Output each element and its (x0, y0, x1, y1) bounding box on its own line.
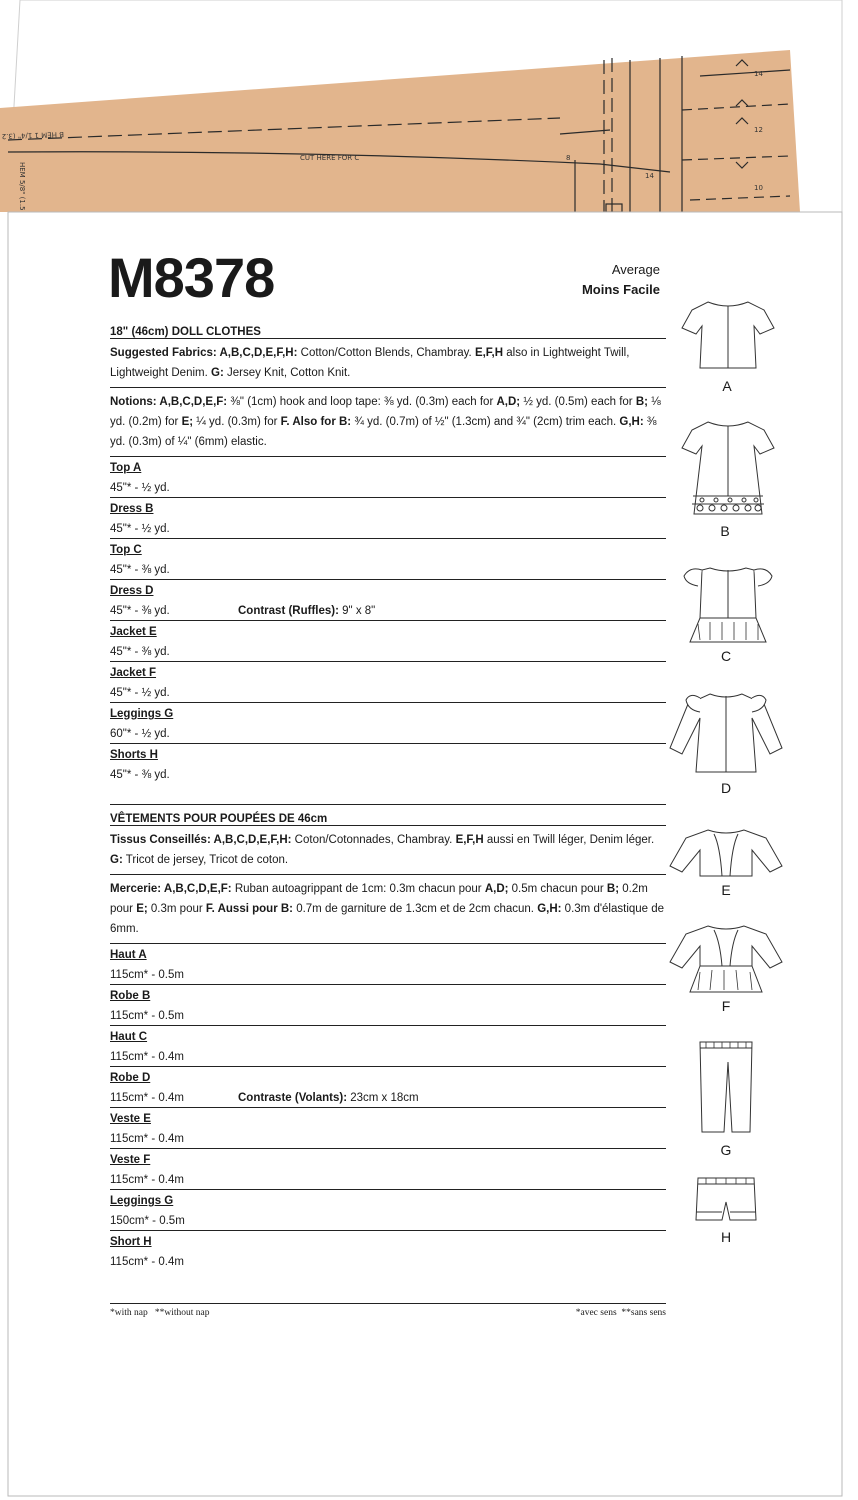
notions-text: ¼ yd. (0.3m) for (193, 416, 281, 428)
fabrics-label: Suggested Fabrics: A,B,C,D,E,F,H: (110, 347, 298, 359)
fabrics-label: G: (110, 854, 123, 866)
view-yardage: 115cm* - 0.4m (110, 1051, 184, 1063)
contrast-yardage (238, 601, 375, 621)
view-row (110, 1025, 666, 1066)
fabrics-label: E,F,H (474, 347, 504, 359)
sketch-shorts-h (694, 1174, 758, 1224)
difficulty-rating (582, 260, 660, 300)
view-row (110, 1107, 666, 1148)
notions-label: F. Aussi pour B: (205, 903, 293, 915)
french-heading: VÊTEMENTS POUR POUPÉES DE 46cm (110, 813, 328, 825)
pattern-number: M8378 (108, 246, 275, 309)
view-name: Dress D (110, 585, 154, 597)
view-yardage: 115cm* - 0.5m (110, 1010, 184, 1022)
notions-label: B; (606, 883, 620, 895)
view-yardage: 45"* - ½ yd. (110, 687, 170, 699)
view-name: Robe B (110, 990, 151, 1002)
view-yardage-value: 45"* - ⅜ yd. (110, 605, 170, 617)
view-yardage: 150cm* - 0.5m (110, 1215, 185, 1227)
footnote-fr (576, 1308, 666, 1318)
sketch-top-c (678, 562, 778, 646)
notions-text: ⅛ yd. (0.2m) for (110, 396, 661, 428)
sketch-dress-d (664, 688, 788, 776)
view-yardage: 115cm* - 0.4m (110, 1256, 184, 1268)
view-name: Dress B (110, 503, 154, 515)
view-letter-g: G (720, 1142, 732, 1158)
view-row (110, 620, 666, 661)
view-name: Top A (110, 462, 142, 474)
sketch-jacket-e (664, 826, 788, 882)
english-fabrics (110, 338, 666, 387)
view-row (110, 1230, 666, 1271)
contrast-label: Contrast (Ruffles): (238, 605, 339, 617)
view-letter-f: F (721, 998, 731, 1014)
view-yardage: 45"* - ½ yd. (110, 482, 170, 494)
notions-label: G,H: (619, 416, 644, 428)
notions-label: F. Also for B: (280, 416, 352, 428)
view-name: Jacket F (110, 667, 157, 679)
view-name: Haut A (110, 949, 147, 961)
view-yardage (110, 601, 666, 621)
view-yardage (110, 1088, 666, 1108)
footnote-without-nap: **without nap (154, 1308, 210, 1318)
view-name: Haut C (110, 1031, 148, 1043)
fabrics-text: Tricot de jersey, Tricot de coton. (122, 854, 289, 866)
view-name: Top C (110, 544, 142, 556)
english-notions (110, 387, 666, 456)
fabrics-text: Cotton/Cotton Blends, Chambray. (297, 347, 475, 359)
view-name: Veste E (110, 1113, 151, 1125)
fabrics-label: E,F,H (455, 834, 484, 846)
view-row (110, 1148, 666, 1189)
fabrics-label: Tissus Conseillés: A,B,C,D,E,F,H: (110, 834, 292, 846)
view-name: Veste F (110, 1154, 151, 1166)
view-row (110, 1189, 666, 1230)
view-row (110, 743, 666, 784)
view-letter-h: H (720, 1229, 732, 1245)
fabrics-text: Coton/Cotonnades, Chambray. (291, 834, 456, 846)
notions-label: E; (181, 416, 194, 428)
notions-text: ½ yd. (0.5m) each for (520, 396, 636, 408)
notions-text: 0.3m d'élastique de 6mm. (110, 903, 665, 935)
contrast-yardage (238, 1088, 419, 1108)
english-heading: 18" (46cm) DOLL CLOTHES (110, 326, 261, 338)
view-letter-a: A (722, 378, 732, 394)
notions-label: G,H: (537, 903, 562, 915)
tissue-label: 14 (754, 70, 763, 78)
tissue-label: 10 (754, 184, 763, 192)
sketch-top-a (678, 298, 778, 378)
view-yardage: 45"* - ½ yd. (110, 523, 170, 535)
view-name: Robe D (110, 1072, 151, 1084)
notions-label: B; (635, 396, 648, 408)
view-row (110, 456, 666, 497)
fabrics-text: aussi en Twill léger, Denim léger. (483, 834, 655, 846)
notions-label: Notions: A,B,C,D,E,F: (110, 396, 228, 408)
view-yardage: 45"* - ⅜ yd. (110, 646, 170, 658)
view-yardage: 60"* - ½ yd. (110, 728, 170, 740)
contrast-value: 9" x 8" (338, 605, 376, 617)
footnote-with-nap: *with nap (110, 1308, 148, 1318)
french-notions (110, 874, 666, 943)
difficulty-en: Average (611, 262, 660, 277)
view-name: Leggings G (110, 708, 174, 720)
section-spacer (110, 784, 666, 804)
notions-text: 0.5m chacun pour (508, 883, 607, 895)
view-row (110, 984, 666, 1025)
notions-label: A,D; (484, 883, 509, 895)
view-yardage: 115cm* - 0.5m (110, 969, 184, 981)
view-row (110, 943, 666, 984)
view-name: Short H (110, 1236, 152, 1248)
tissue-label: HEM 5/8" (1.5 (18, 162, 26, 211)
view-row (110, 497, 666, 538)
footnote-avec-sens: *avec sens (575, 1308, 617, 1318)
notions-text: Ruban autoagrippant de 1cm: 0.3m chacun pour (231, 883, 485, 895)
view-name: Shorts H (110, 749, 158, 761)
tissue-label: 12 (754, 126, 763, 134)
notions-text: 0.7m de garniture de 1.3cm et de 2cm chacun. (293, 903, 538, 915)
footnote-en (110, 1308, 209, 1318)
notions-text: ¾ yd. (0.7m) of ½" (1.3cm) and ¾" (2cm) trim each. (351, 416, 620, 428)
notions-text: ⅜" (1cm) hook and loop tape: ⅜ yd. (0.3m) each for (227, 396, 497, 408)
view-row (110, 1066, 666, 1107)
fabrics-label: G: (211, 367, 224, 379)
sketch-leggings-g (694, 1038, 758, 1136)
tissue-label: 14 (645, 172, 654, 180)
view-yardage: 115cm* - 0.4m (110, 1133, 184, 1145)
footnotes (110, 1303, 666, 1318)
fabrics-text: Jersey Knit, Cotton Knit. (223, 367, 351, 379)
view-name: Jacket E (110, 626, 157, 638)
notions-label: A,D; (496, 396, 521, 408)
view-letter-d: D (720, 780, 732, 796)
view-row (110, 538, 666, 579)
view-row (110, 702, 666, 743)
notions-text: 0.2m pour (110, 883, 648, 915)
view-letter-b: B (720, 523, 730, 539)
tissue-label: CUT HERE FOR C (300, 154, 360, 162)
footnote-sans-sens: **sans sens (621, 1308, 666, 1318)
pattern-info (110, 318, 666, 1271)
notions-text: 0.3m pour (147, 903, 206, 915)
view-row (110, 579, 666, 620)
view-row (110, 661, 666, 702)
view-yardage: 115cm* - 0.4m (110, 1174, 184, 1186)
notions-text: ⅜ yd. (0.3m) of ¼" (6mm) elastic. (110, 416, 657, 448)
notions-label: Mercerie: A,B,C,D,E,F: (110, 883, 232, 895)
contrast-label: Contraste (Volants): (238, 1092, 348, 1104)
view-letter-e: E (721, 882, 731, 898)
fabrics-text: also in Lightweight Twill, Lightweight Denim. (110, 347, 630, 379)
view-yardage-value: 115cm* - 0.4m (110, 1092, 184, 1104)
sketch-jacket-f (664, 922, 788, 998)
notions-label: E; (136, 903, 148, 915)
view-yardage: 45"* - ⅜ yd. (110, 769, 170, 781)
view-yardage: 45"* - ⅜ yd. (110, 564, 170, 576)
view-name: Leggings G (110, 1195, 174, 1207)
view-letter-c: C (720, 648, 732, 664)
french-fabrics (110, 825, 666, 874)
tissue-label: B HEM 1 1/4" (3.2 (1, 130, 65, 141)
contrast-value: 23cm x 18cm (347, 1092, 419, 1104)
tissue-label: 8 (566, 154, 571, 162)
difficulty-fr: Moins Facile (581, 282, 660, 297)
sketch-dress-b (678, 418, 778, 518)
